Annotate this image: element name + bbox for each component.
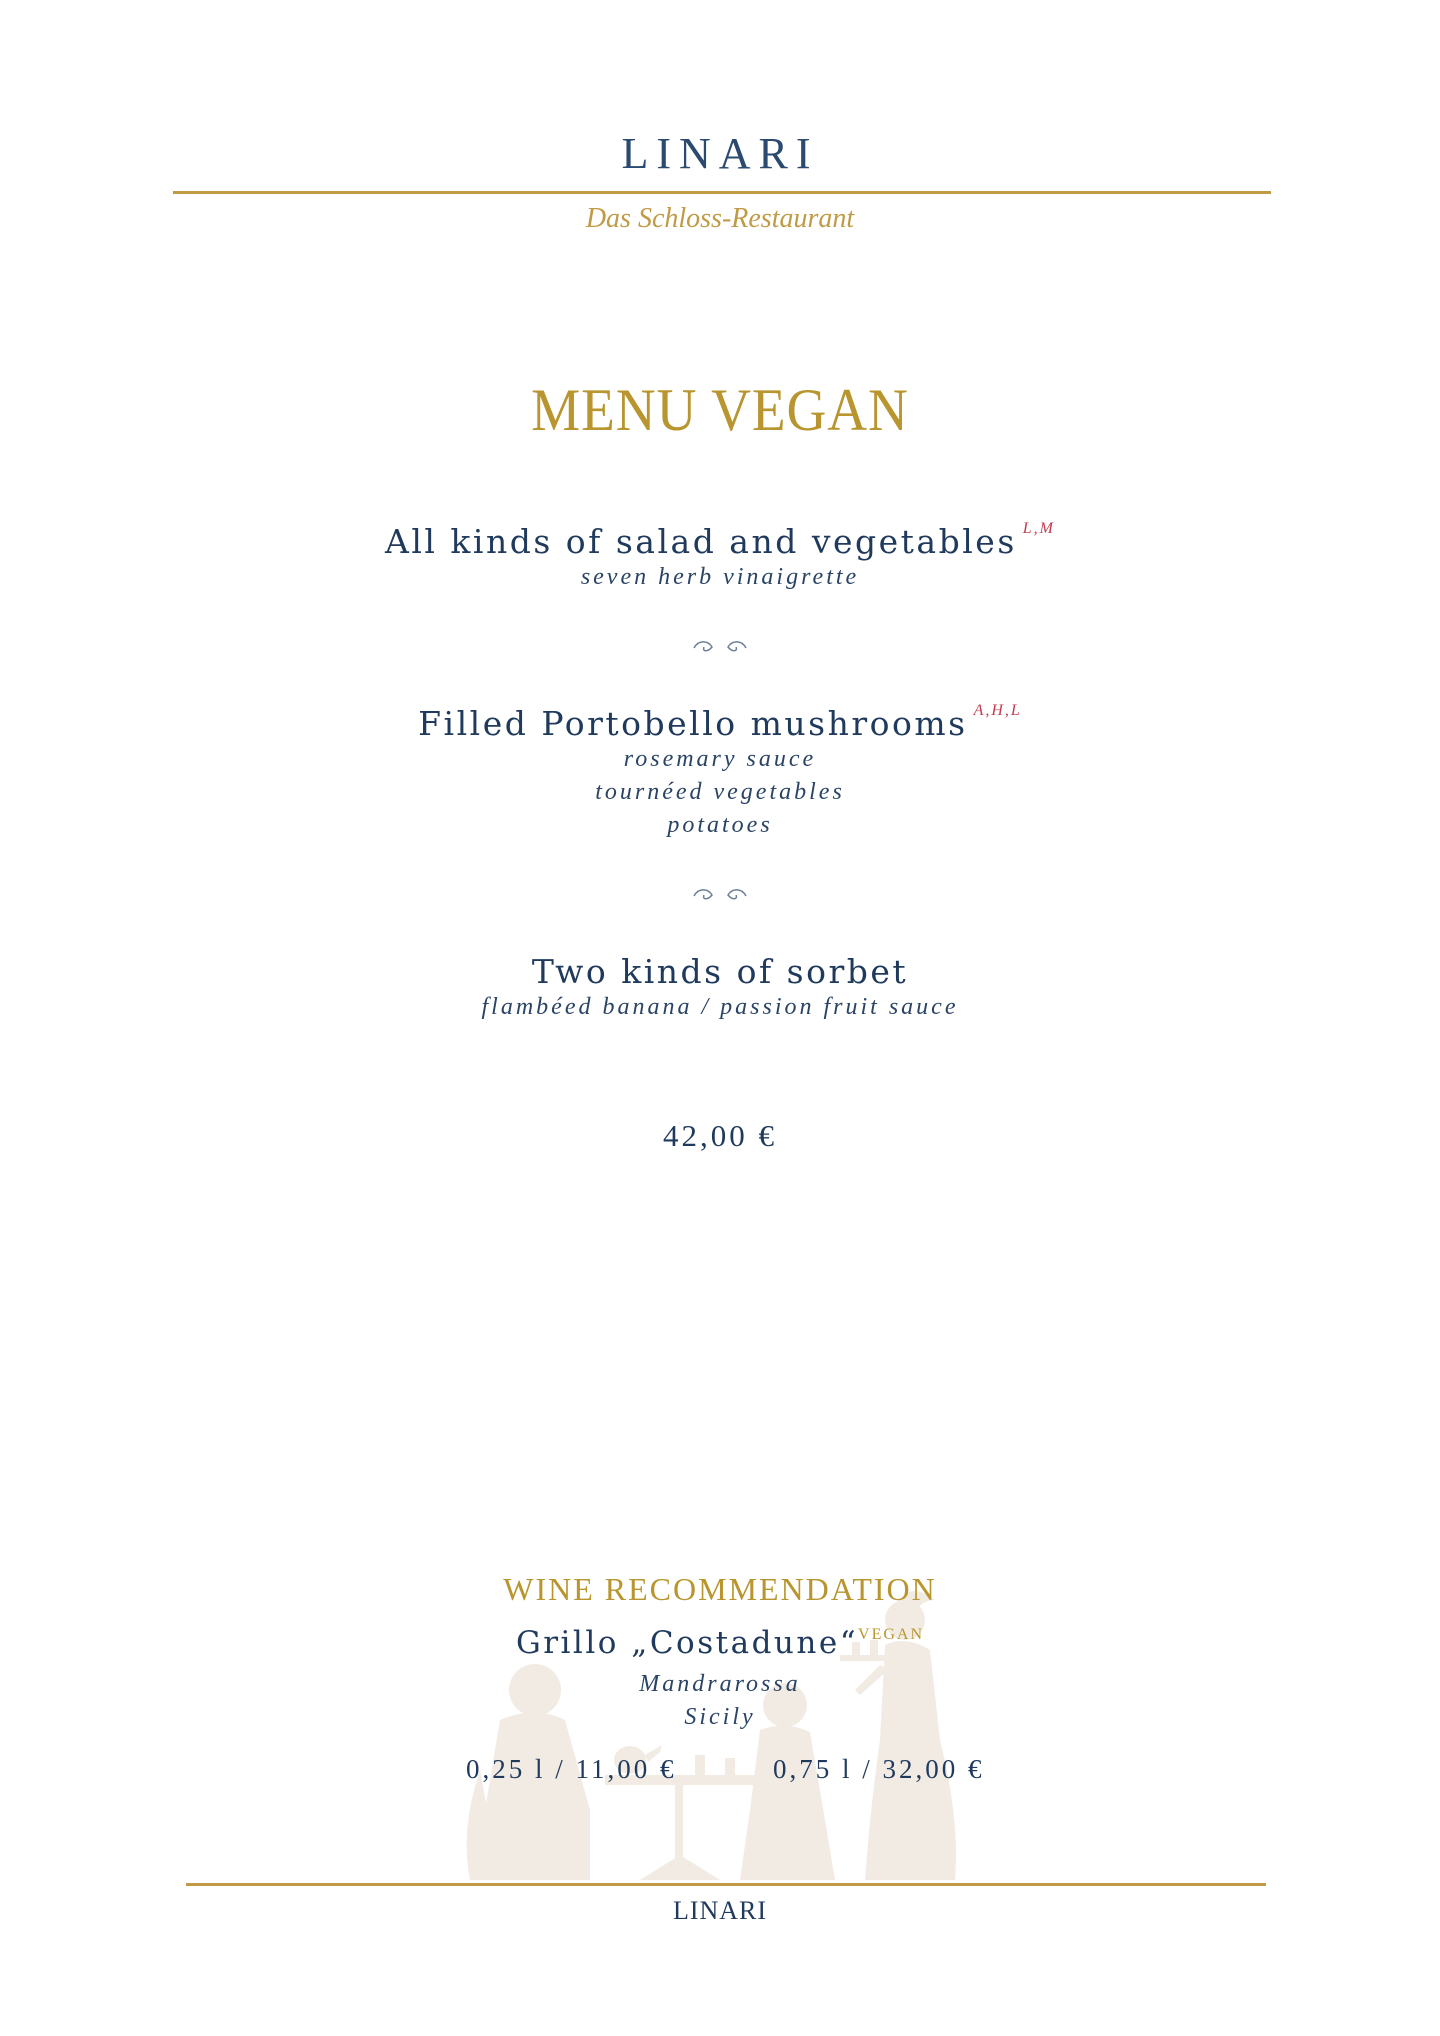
flourish-divider-icon: [0, 886, 1440, 908]
footer-brand: LINARI: [672, 1896, 768, 1925]
brand-title: LINARI: [621, 129, 819, 178]
allergen-codes: L,M: [1022, 520, 1055, 537]
brand-subtitle: Das Schloss-Restaurant: [585, 203, 855, 234]
course-detail: tournéed vegetables: [595, 779, 845, 805]
flourish-icon: [690, 638, 750, 656]
header-divider-line: [173, 191, 1271, 194]
vegan-badge: VEGAN: [858, 1626, 925, 1643]
wine-region: Sicily: [684, 1704, 756, 1730]
wine-name: Grillo „Costadune“$^{VEGAN}$: [515, 1625, 925, 1661]
flourish-divider-icon: [0, 638, 1440, 660]
menu-price: 42,00 €: [663, 1118, 777, 1153]
allergen-codes: A,H,L: [973, 702, 1022, 719]
menu-title: MENU VEGAN: [531, 377, 909, 443]
course-2: [0, 702, 1440, 842]
wine-price-bottle: 0,75 l / 32,00 €: [773, 1754, 985, 1784]
course-name: Two kinds of sorbet: [531, 952, 909, 991]
flourish-icon: [690, 886, 750, 904]
wine-price-glass: 0,25 l / 11,00 €: [466, 1754, 677, 1784]
course-name: All kinds of salad and vegetables $^{L,M}$: [385, 520, 1055, 561]
course-1: [0, 520, 1440, 594]
wine-heading: WINE RECOMMENDATION: [503, 1571, 937, 1607]
wine-producer: Mandrarossa: [639, 1671, 801, 1697]
course-name: Filled Portobello mushrooms $^{A,H,L}$: [418, 702, 1022, 743]
course-detail: flambéed banana / passion fruit sauce: [481, 994, 959, 1020]
course-detail: seven herb vinaigrette: [580, 564, 860, 590]
course-detail: rosemary sauce: [623, 746, 817, 772]
course-3: [0, 952, 1440, 1024]
course-detail: potatoes: [667, 812, 773, 838]
footer-divider-line: [186, 1883, 1266, 1886]
